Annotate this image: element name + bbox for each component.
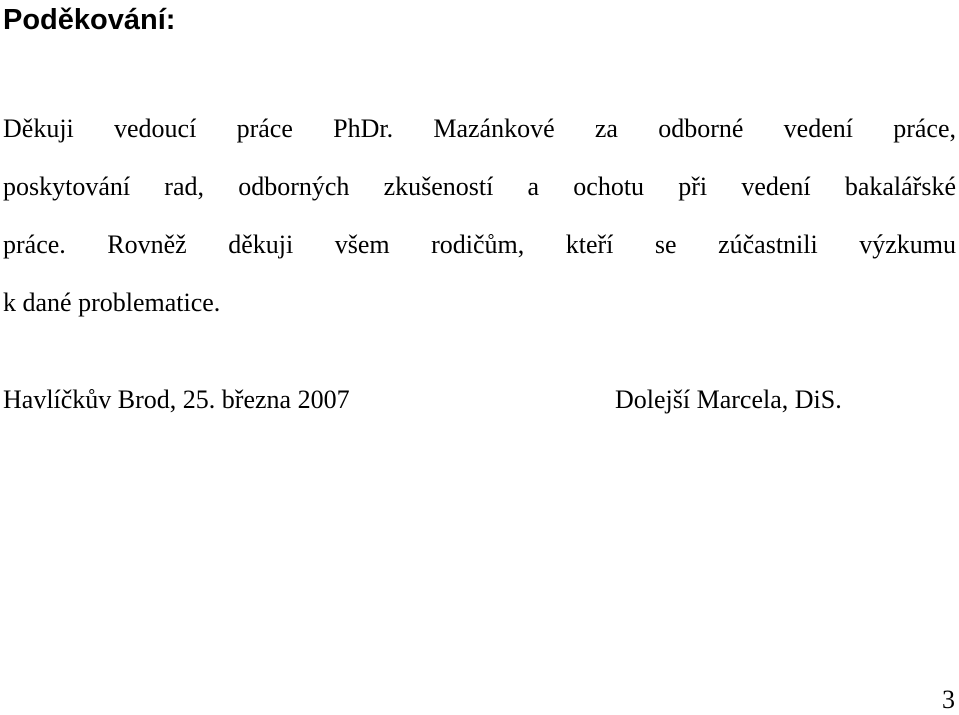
page-number: 3: [942, 685, 955, 714]
paragraph-line: poskytování rad, odborných zkušeností a ochotu při vedení bakalářské: [3, 172, 956, 201]
author-name: Dolejší Marcela, DiS.: [615, 385, 842, 414]
paragraph-line: k dané problematice.: [3, 288, 221, 317]
paragraph-line: Děkuji vedoucí práce PhDr. Mazánkové za odborné vedení práce,: [3, 114, 956, 143]
page-heading: Poděkování:: [3, 4, 176, 36]
paragraph-line: práce. Rovněž děkuji všem rodičům, kteří se zúčastnili výzkumu: [3, 230, 956, 259]
place-and-date: Havlíčkův Brod, 25. března 2007: [3, 385, 350, 414]
